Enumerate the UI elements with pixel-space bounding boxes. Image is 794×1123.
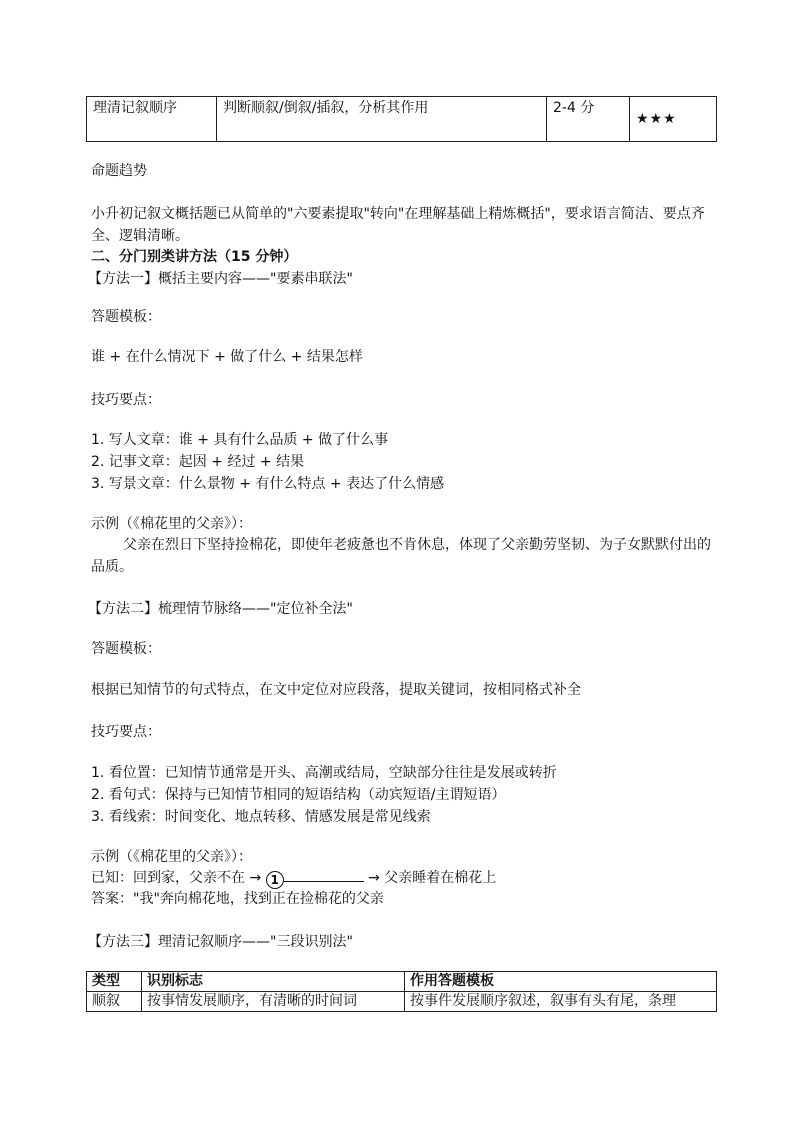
table-cell: 按事件发展顺序叙述，叙事有头有尾，条理 [405,992,717,1012]
circled-number: 1 [266,871,284,889]
method2-template: 根据已知情节的句式特点，在文中定位对应段落，提取关键词，按相同格式补全 [91,682,581,698]
table-row [87,97,717,142]
known-prefix: 已知：回到家，父亲不在 → [91,870,262,886]
rating-stars: ★★★ [630,97,717,142]
trend-heading: 命题趋势 [91,163,147,179]
method1-title: 【方法一】概括主要内容——"要素串联法" [88,271,353,287]
table-header-row [87,972,717,992]
table-row [87,992,717,1012]
method2-tips-label: 技巧要点： [91,724,161,740]
method3-title: 【方法三】理清记叙顺序——"三段识别法" [88,934,353,950]
top-table [86,96,717,142]
table-header-cell: 识别标志 [142,972,405,992]
method1-template-label: 答题模板： [91,309,161,325]
list-item: 3. 看线索：时间变化、地点转移、情感发展是常见线索 [91,809,431,825]
method2-answer: 答案："我"奔向棉花地，找到正在捡棉花的父亲 [91,891,384,907]
order-table [86,971,717,1012]
method2-template-label: 答题模板： [91,641,161,657]
method2-known-line [91,867,496,889]
list-item: 3. 写景文章：什么景物 + 有什么特点 + 表达了什么情感 [91,476,445,492]
fill-blank [284,867,364,882]
table-header-cell: 类型 [87,972,142,992]
method1-example-label: 示例（《棉花里的父亲》）： [91,516,252,532]
list-item: 1. 看位置：已知情节通常是开头、高潮或结局，空缺部分往往是发展或转折 [91,765,557,781]
table-cell: 理清记叙顺序 [87,97,217,142]
known-suffix: → 父亲睡着在棉花上 [368,870,497,886]
table-cell: 判断顺叙/倒叙/插叙，分析其作用 [217,97,547,142]
table-cell: 2-4 分 [547,97,630,142]
table-header-cell: 作用答题模板 [405,972,717,992]
table-cell: 顺叙 [87,992,142,1012]
trend-paragraph: 小升初记叙文概括题已从简单的"六要素提取"转向"在理解基础上精炼概括"，要求语言简洁、要点齐全、逻辑清晰。 [91,206,705,244]
method1-tips-label: 技巧要点： [91,392,161,408]
method1-template: 谁 + 在什么情况下 + 做了什么 + 结果怎样 [91,349,363,365]
table-cell: 按事情发展顺序，有清晰的时间词 [142,992,405,1012]
list-item: 2. 记事文章：起因 + 经过 + 结果 [91,454,305,470]
list-item: 2. 看句式：保持与已知情节相同的短语结构（动宾短语/主谓短语） [91,787,506,803]
list-item: 1. 写人文章：谁 + 具有什么品质 + 做了什么事 [91,432,389,448]
method2-title: 【方法二】梳理情节脉络——"定位补全法" [88,601,353,617]
method1-example-text: 父亲在烈日下坚持捡棉花，即使年老疲惫也不肯休息，体现了父亲勤劳坚韧、为子女默默付出的品质。 [91,537,711,575]
section-title: 二、分门别类讲方法（15 分钟） [91,249,298,265]
method2-example-label: 示例（《棉花里的父亲》）： [91,849,252,865]
